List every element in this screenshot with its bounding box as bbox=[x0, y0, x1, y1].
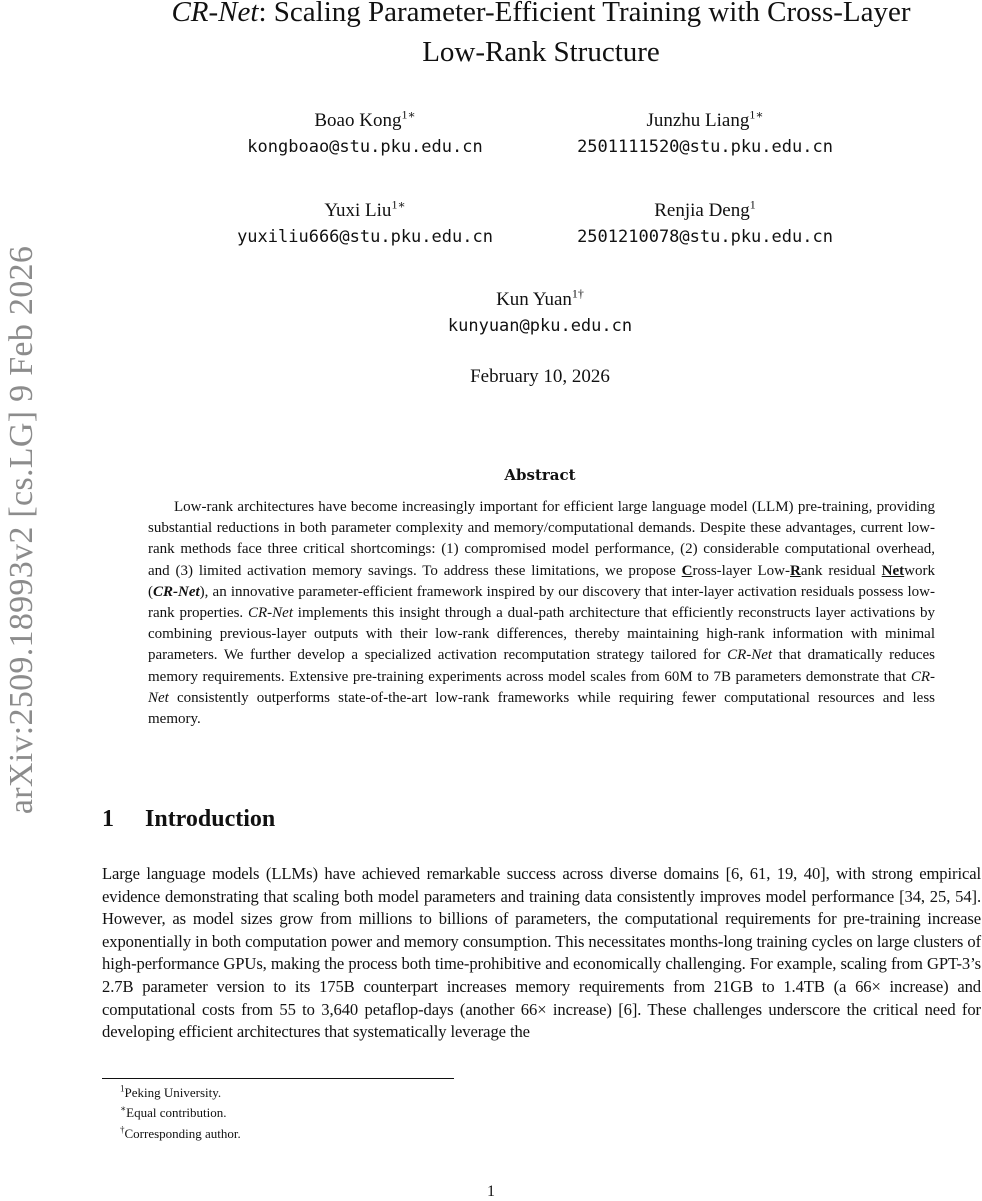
author-email[interactable]: 2501210078@stu.pku.edu.cn bbox=[577, 227, 833, 247]
abstract-text: Low-rank architectures have become increasingly important for efficient large language model (LLM) pre-training, providing substantial reductions in both parameter complexity and memory/computational demands. Despite these advantages, current low-rank methods face three critical shortcomings: (1) compromised model performance, (2) considerable computational overhead, and (3) limited activation memory savings. To address these limitations, we propose bbox=[148, 499, 935, 579]
title-line-1: : Scaling Parameter-Efficient Training with Cross-Layer bbox=[258, 0, 911, 28]
author-block bbox=[200, 108, 530, 160]
footnote bbox=[120, 1125, 241, 1143]
author-block bbox=[370, 287, 710, 339]
footnote-divider bbox=[102, 1078, 454, 1079]
abstract-text: work ( bbox=[148, 562, 935, 600]
page-number: 1 bbox=[487, 1183, 495, 1200]
author-affiliation-mark: 1† bbox=[571, 286, 584, 301]
author-name: Yuxi Liu bbox=[324, 200, 392, 221]
footnote-mark: 1 bbox=[120, 1083, 125, 1094]
author-affiliation-mark: 1∗ bbox=[391, 197, 406, 212]
author-name: Boao Kong bbox=[314, 110, 402, 131]
abstract-text: that dramatically reduces memory requirements. Extensive pre-training experiments across model scales from 60M to 7B parameters demonstrate that bbox=[148, 647, 935, 685]
footnote bbox=[120, 1084, 221, 1102]
author-name: Kun Yuan bbox=[496, 289, 572, 310]
author-block bbox=[540, 108, 870, 160]
author-block bbox=[540, 198, 870, 250]
abstract-text: ross-layer Low- bbox=[692, 562, 790, 579]
footnote-mark: † bbox=[120, 1124, 125, 1135]
footnote bbox=[120, 1104, 227, 1122]
footnote-text: Peking University. bbox=[124, 1085, 222, 1100]
title-line-2: Low-Rank Structure bbox=[422, 36, 660, 68]
method-name-italic: CR-Net bbox=[248, 605, 293, 622]
author-block bbox=[200, 198, 530, 250]
title-method-name: CR-Net bbox=[171, 0, 259, 28]
section-number: 1 bbox=[102, 806, 114, 832]
author-affiliation-mark: 1∗ bbox=[749, 107, 764, 122]
author-affiliation-mark: 1 bbox=[749, 197, 756, 212]
author-name: Renjia Deng bbox=[654, 200, 750, 221]
abstract-heading: Abstract bbox=[504, 466, 576, 484]
method-name-italic: CR-Net bbox=[727, 647, 773, 664]
abstract-body bbox=[148, 497, 935, 730]
author-email[interactable]: 2501111520@stu.pku.edu.cn bbox=[577, 137, 833, 157]
author-name: Junzhu Liang bbox=[646, 110, 750, 131]
publication-date: February 10, 2026 bbox=[470, 366, 610, 387]
footnote-mark: ∗ bbox=[120, 1103, 127, 1114]
author-email[interactable]: kunyuan@pku.edu.cn bbox=[447, 316, 633, 336]
acronym-letter-c: C bbox=[681, 562, 693, 579]
footnote-text: Equal contribution. bbox=[126, 1105, 227, 1120]
method-name-bold: CR-Net bbox=[153, 583, 200, 600]
section-heading bbox=[102, 806, 275, 833]
footnote-text: Corresponding author. bbox=[124, 1126, 241, 1141]
introduction-paragraph: Large language models (LLMs) have achieved remarkable success across diverse domains [6, 61, 19, 40], with strong empirical evidence demonstrating that scaling both model parameters and training data consistently improves model performance [34, 25, 54]. However, as model sizes grow from millions to billions of parameters, the computational requirements for pre-training increase exponentially in both computation power and memory consumption. This necessitates months-long training cycles on large clusters of high-performance GPUs, making the process both time-prohibitive and economically challenging. For example, scaling from GPT-3’s 2.7B parameter version to its 175B counterpart increases memory requirements from 21GB to 1.4TB (a 66× increase) and computational costs from 55 to 3,640 petaflop-days (another 66× increase) [6]. These challenges underscore the critical need for developing efficient architectures that systematically leverage the bbox=[102, 864, 981, 1042]
abstract-text: ank residual bbox=[800, 562, 882, 579]
abstract-text: implements this insight through a dual-path architecture that efficiently reconstructs layer activations by combining previous-layer outputs with their low-rank differences, thereby maintaining high-rank information with minimal parameters. We further develop a specialized activation recomputation strategy tailored for bbox=[148, 605, 935, 664]
abstract-text: consistently outperforms state-of-the-art low-rank frameworks while requiring fewer computational resources and less memory. bbox=[148, 689, 935, 728]
author-email[interactable]: yuxiliu666@stu.pku.edu.cn bbox=[237, 227, 493, 247]
paper-title bbox=[100, 0, 982, 72]
acronym-net: Net bbox=[881, 562, 905, 579]
acronym-letter-r: R bbox=[790, 562, 801, 579]
section-title: Introduction bbox=[145, 806, 276, 832]
author-affiliation-mark: 1∗ bbox=[401, 107, 416, 122]
arxiv-identifier: arXiv:2509.18993v2 [cs.LG] 9 Feb 2026 bbox=[3, 245, 40, 815]
author-email[interactable]: kongboao@stu.pku.edu.cn bbox=[247, 137, 483, 157]
abstract-text: ), an innovative parameter-efficient framework inspired by our discovery that inter-layer activation residuals possess low-rank properties. bbox=[148, 583, 935, 622]
method-name-italic: CR-Net bbox=[148, 668, 935, 706]
arxiv-stamp bbox=[0, 200, 44, 860]
